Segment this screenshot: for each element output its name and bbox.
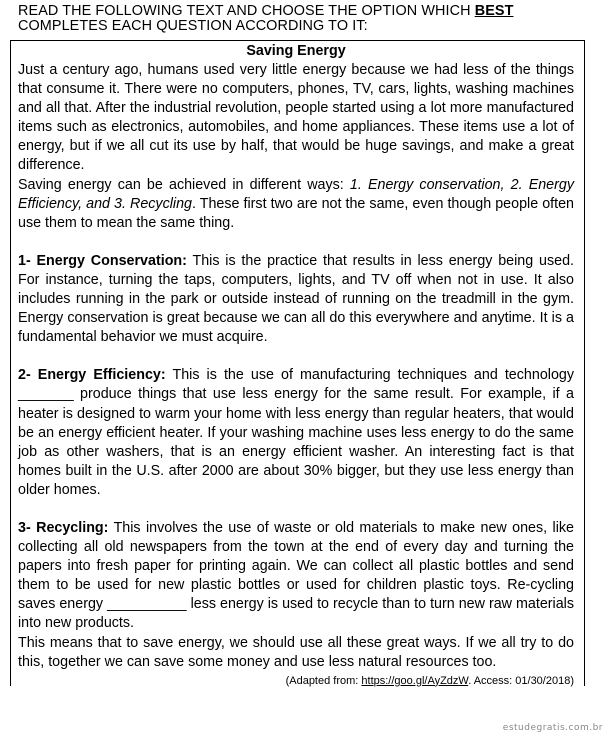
instruction-pre: READ THE FOLLOWING TEXT AND CHOOSE THE OPTION WHICH	[18, 3, 475, 19]
instruction-post: COMPLETES EACH QUESTION ACCORDING TO IT:	[18, 18, 368, 34]
ways-post: . These first two are not the same, even though people often use them to mean the same thing.	[18, 195, 574, 231]
article-content	[18, 42, 574, 689]
ways-paragraph	[18, 176, 574, 233]
instruction-emphasis: BEST	[474, 3, 514, 19]
section-recycling-text: This involves the use of waste or old materials to make new ones, like collecting all old newspapers from the town at the end of every day and turning the papers into fresh paper for printing again. We can collect all plastic bottles and send them to be used for new plastic bottles or used for children plastic toys. Re-cycling saves energy __________ less energy is used to recycle than to turn new raw materials into new products.	[18, 519, 574, 632]
section-conservation-text: This is the practice that results in less energy being used. For instance, turning the taps, computers, lights, and TV off when not in use. It also includes running in the park or outside instead of running on the treadmill in the gym. Energy conservation is great because we can all do this everywhere and anytime. It is a fundamental behavior we must acquire.	[18, 252, 574, 346]
section-efficiency-text: This is the use of manufacturing techniques and technology _______ produce things that use less energy for the same result. For example, if a heater is designed to warm your home with less energy than regular heaters, that would be an energy efficient heater. If your washing machine uses less energy to do the same job as other washers, that is an energy efficient washer. An interesting fact is that homes built in the U.S. after 2000 are about 30% bigger, but they use less energy than older homes.	[18, 367, 574, 498]
section-conservation	[18, 252, 574, 347]
instruction-text	[18, 4, 578, 34]
ways-list: 1. Energy conservation, 2. Energy Efficiency, and 3. Recycling	[18, 176, 574, 212]
source-post: . Access: 01/30/2018)	[468, 674, 574, 687]
intro-paragraph: Just a century ago, humans used very little energy because we had less of the things that consume it. There were no computers, phones, TV, cars, lights, washing machines and all that. After the industrial revolution, people started using a lot more manufactured items such as electronics, automobiles, and home appliances. These items use a lot of energy, but if we all cut its use by half, that would be huge savings, and make a great difference.	[18, 62, 574, 174]
section-conservation-heading: 1- Energy Conservation:	[18, 252, 187, 269]
section-efficiency-heading: 2- Energy Efficiency:	[18, 367, 166, 384]
section-efficiency	[18, 366, 574, 500]
watermark: estudegratis.com.br	[502, 723, 603, 733]
section-recycling	[18, 519, 574, 634]
ways-pre: Saving energy can be achieved in different ways:	[18, 176, 350, 193]
source-link[interactable]: https://goo.gl/AyZdzW	[361, 674, 469, 687]
section-recycling-heading: 3- Recycling:	[18, 519, 109, 536]
article-title: Saving Energy	[246, 43, 346, 59]
conclusion-paragraph: This means that to save energy, we should use all these great ways. If we all try to do this, together we can save some money and use less natural resources too.	[18, 634, 574, 670]
source-pre: (Adapted from:	[285, 674, 362, 687]
source-citation	[18, 674, 574, 689]
